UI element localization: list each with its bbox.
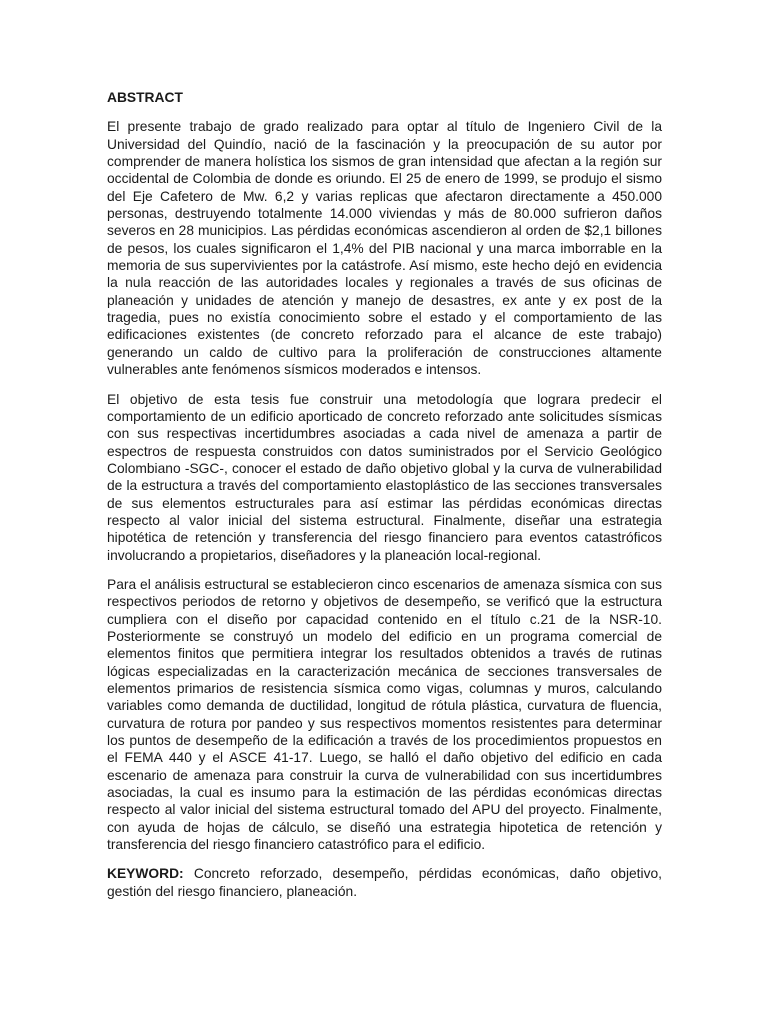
abstract-paragraph-1: El presente trabajo de grado realizado para optar al título de Ingeniero Civil de la Universidad del Quindío, nació de la fascinación y la preocupación de su autor por comprender de manera holística los sismos de gran intensidad que afectan a la región sur occidental de Colombia de donde es oriundo. El 25 de enero de 1999, se produjo el sismo del Eje Cafetero de Mw. 6,2 y varias replicas que afectaron directamente a 450.000 personas, destruyendo totalmente 14.000 viviendas y más de 80.000 sufrieron daños severos en 28 municipios. Las pérdidas económicas ascendieron al orden de $2,1 billones de pesos, los cuales significaron el 1,4% del PIB nacional y una marca imborrable en la memoria de sus supervivientes por la catástrofe. Así mismo, este hecho dejó en evidencia la nula reacción de las autoridades locales y regionales a través de sus oficinas de planeación y unidades de atención y manejo de desastres, ex ante y ex post de la tragedia, pues no existía conocimiento sobre el estado y el comportamiento de las edificaciones existentes (de concreto reforzado para el alcance de este trabajo) generando un caldo de cultivo para la proliferación de construcciones altamente vulnerables ante fenómenos sísmicos moderados e intensos. bbox=[107, 119, 662, 378]
keywords-label: KEYWORD: bbox=[107, 866, 184, 882]
abstract-heading: ABSTRACT bbox=[107, 90, 183, 105]
document-page bbox=[107, 89, 662, 912]
keywords-paragraph bbox=[107, 865, 662, 900]
keywords-text: Concreto reforzado, desempeño, pérdidas económicas, daño objetivo, gestión del riesgo financiero, planeación. bbox=[107, 866, 662, 899]
abstract-paragraph-2: El objetivo de esta tesis fue construir una metodología que lograra predecir el comportamiento de un edificio aporticado de concreto reforzado ante solicitudes sísmicas con sus respectivas incertidumbres asociadas a cada nivel de amenaza a partir de espectros de respuesta construidos con datos suministrados por el Servicio Geológico Colombiano -SGC-, conocer el estado de daño objetivo global y la curva de vulnerabilidad de la estructura a través del comportamiento elastoplástico de las secciones transversales de sus elementos estructurales para así estimar las pérdidas económicas directas respecto al valor inicial del sistema estructural. Finalmente, diseñar una estrategia hipotética de retención y transferencia del riesgo financiero para eventos catastróficos involucrando a propietarios, diseñadores y la planeación local-regional. bbox=[107, 391, 662, 563]
abstract-paragraph-3: Para el análisis estructural se establecieron cinco escenarios de amenaza sísmica con sus respectivos periodos de retorno y objetivos de desempeño, se verificó que la estructura cumpliera con el diseño por capacidad contenido en el título c.21 de la NSR-10. Posteriormente se construyó un modelo del edificio en un programa comercial de elementos finitos que permitiera integrar los resultados obtenidos a través de rutinas lógicas especializadas en la caracterización mecánica de secciones transversales de elementos primarios de resistencia sísmica como vigas, columnas y muros, calculando variables como demanda de ductilidad, longitud de rótula plástica, curvatura de fluencia, curvatura de rotura por pandeo y sus respectivos momentos resistentes para determinar los puntos de desempeño de la edificación a través de los procedimientos propuestos en el FEMA 440 y el ASCE 41-17. Luego, se halló el daño objetivo del edificio en cada escenario de amenaza para construir la curva de vulnerabilidad con sus incertidumbres asociadas, la cual es insumo para la estimación de las pérdidas económicas directas respecto al valor inicial del sistema estructural tomado del APU del proyecto. Finalmente, con ayuda de hojas de cálculo, se diseñó una estrategia hipotetica de retención y transferencia del riesgo financiero catastrófico para el edificio. bbox=[107, 576, 662, 853]
